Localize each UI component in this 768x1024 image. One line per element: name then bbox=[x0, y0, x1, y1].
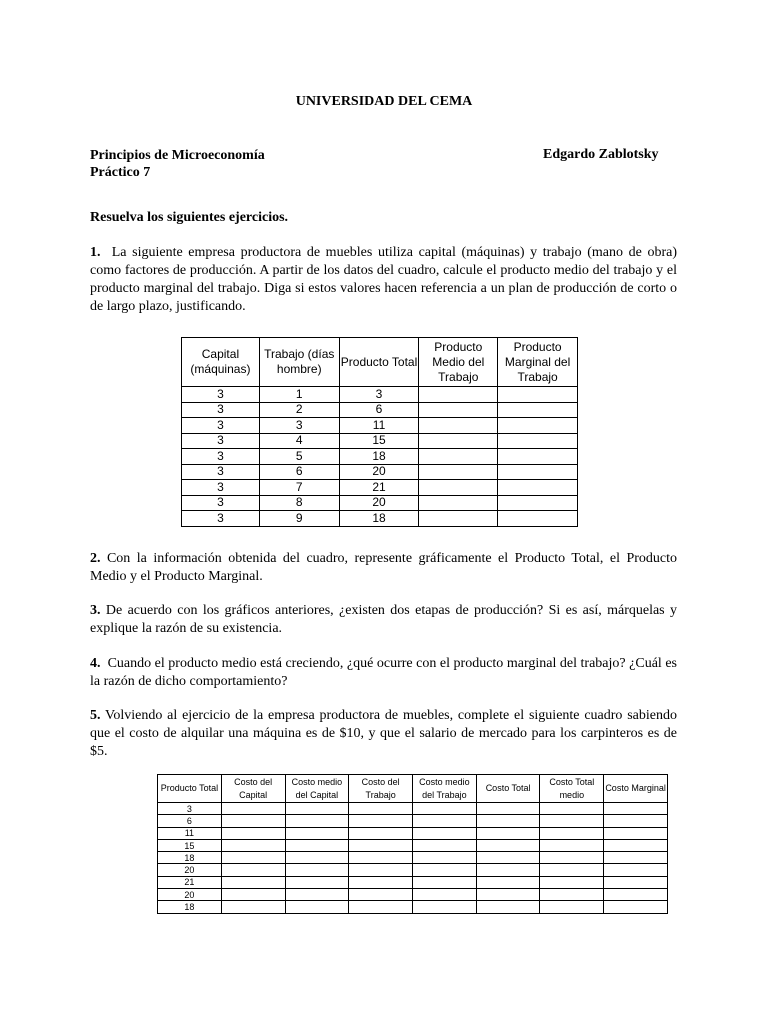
production-table-row bbox=[182, 480, 578, 496]
production-table-cell bbox=[498, 480, 578, 496]
exercise-3 bbox=[90, 602, 681, 638]
exercise-text: De acuerdo con los gráficos anteriores, ¿existen dos etapas de producción? Si es así, márquelas y explique la razón de su existencia. bbox=[90, 603, 681, 636]
cost-table-cell bbox=[476, 876, 540, 888]
cost-table-header-cell: Costo Total bbox=[476, 775, 540, 803]
cost-table-cell bbox=[476, 864, 540, 876]
cost-table-cell bbox=[413, 827, 477, 839]
production-table-cell: 15 bbox=[339, 433, 419, 449]
exercise-number: 2. bbox=[90, 551, 101, 566]
cost-table-cell bbox=[221, 852, 285, 864]
production-table-cell: 3 bbox=[182, 449, 260, 465]
cost-table-cell: 21 bbox=[158, 876, 222, 888]
cost-table-cell bbox=[540, 815, 604, 827]
production-table bbox=[181, 337, 578, 527]
production-table-cell bbox=[419, 464, 498, 480]
production-table-cell bbox=[498, 402, 578, 418]
production-table-cell: 3 bbox=[182, 511, 260, 527]
exercise-1 bbox=[90, 244, 681, 316]
cost-table-row bbox=[158, 827, 668, 839]
production-table-cell: 9 bbox=[259, 511, 339, 527]
exercise-2 bbox=[90, 550, 681, 586]
production-table-cell: 3 bbox=[182, 433, 260, 449]
cost-table-row bbox=[158, 839, 668, 851]
cost-table-row bbox=[158, 815, 668, 827]
cost-table-cell bbox=[221, 901, 285, 913]
cost-table-header-cell: Costo medio del Trabajo bbox=[413, 775, 477, 803]
production-table-cell bbox=[419, 495, 498, 511]
cost-table-cell bbox=[285, 864, 349, 876]
production-table-header-cell: Trabajo (días hombre) bbox=[259, 338, 339, 387]
cost-table-cell bbox=[221, 803, 285, 815]
production-table-cell: 3 bbox=[182, 464, 260, 480]
university-title: UNIVERSIDAD DEL CEMA bbox=[295, 94, 473, 109]
cost-table-cell bbox=[413, 839, 477, 851]
production-table-row bbox=[182, 464, 578, 480]
cost-table-cell bbox=[285, 852, 349, 864]
production-table-header-cell: Producto Total bbox=[339, 338, 419, 387]
cost-table-cell bbox=[285, 839, 349, 851]
production-table-cell bbox=[419, 480, 498, 496]
production-table-cell bbox=[419, 402, 498, 418]
exercise-text: Cuando el producto medio está creciendo, ¿qué ocurre con el producto marginal del trabajo? ¿Cuál es la razón de dicho comportamiento? bbox=[90, 656, 681, 689]
production-table-cell bbox=[419, 418, 498, 434]
cost-table-cell bbox=[604, 839, 668, 851]
production-table-row bbox=[182, 433, 578, 449]
cost-table-row bbox=[158, 864, 668, 876]
cost-table-cell bbox=[221, 827, 285, 839]
production-table-cell: 3 bbox=[339, 387, 419, 403]
course-header bbox=[90, 147, 265, 181]
cost-table-cell: 20 bbox=[158, 864, 222, 876]
production-table-cell bbox=[498, 433, 578, 449]
production-table-cell: 3 bbox=[182, 495, 260, 511]
cost-table-row bbox=[158, 889, 668, 901]
cost-table-cell: 18 bbox=[158, 852, 222, 864]
production-table-cell bbox=[419, 433, 498, 449]
production-table-cell: 2 bbox=[259, 402, 339, 418]
cost-table-header-cell: Costo Marginal bbox=[604, 775, 668, 803]
production-table-cell: 5 bbox=[259, 449, 339, 465]
cost-table-cell: 20 bbox=[158, 889, 222, 901]
cost-table-cell bbox=[604, 803, 668, 815]
cost-table-row bbox=[158, 852, 668, 864]
cost-table-cell bbox=[413, 889, 477, 901]
cost-table-cell: 6 bbox=[158, 815, 222, 827]
cost-table-cell: 18 bbox=[158, 901, 222, 913]
cost-table-cell bbox=[221, 839, 285, 851]
cost-table-cell bbox=[413, 876, 477, 888]
cost-table-header-cell: Producto Total bbox=[158, 775, 222, 803]
production-table-header-cell: Producto Marginal del Trabajo bbox=[498, 338, 578, 387]
cost-table-cell bbox=[285, 876, 349, 888]
cost-table-cell bbox=[349, 864, 413, 876]
cost-table-cell bbox=[349, 827, 413, 839]
production-table-cell: 4 bbox=[259, 433, 339, 449]
exercise-text: Con la información obtenida del cuadro, represente gráficamente el Producto Total, el Producto Medio y el Producto Marginal. bbox=[90, 551, 681, 584]
cost-table-cell bbox=[221, 815, 285, 827]
cost-table-cell bbox=[604, 889, 668, 901]
cost-table-header-cell: Costo del Capital bbox=[221, 775, 285, 803]
cost-table-cell bbox=[413, 815, 477, 827]
production-table-row bbox=[182, 387, 578, 403]
production-table-cell: 20 bbox=[339, 464, 419, 480]
cost-table-cell bbox=[604, 815, 668, 827]
cost-table-cell bbox=[413, 852, 477, 864]
cost-table-header-cell: Costo del Trabajo bbox=[349, 775, 413, 803]
cost-table-cell bbox=[604, 852, 668, 864]
exercise-number: 5. bbox=[90, 708, 101, 723]
instructions: Resuelva los siguientes ejercicios. bbox=[90, 210, 289, 225]
cost-table-header-cell: Costo Total medio bbox=[540, 775, 604, 803]
exercise-text: La siguiente empresa productora de muebles utiliza capital (máquinas) y trabajo (mano de obra) como factores de producción. A partir de los datos del cuadro, calcule el producto medio del trabajo y el producto marginal del trabajo. Diga si estos valores hacen referencia a un plan de producción de corto o de largo plazo, justificando. bbox=[90, 245, 681, 314]
production-table-cell: 3 bbox=[182, 387, 260, 403]
production-table-row bbox=[182, 495, 578, 511]
cost-table-cell bbox=[540, 889, 604, 901]
cost-table-cell bbox=[604, 876, 668, 888]
production-table-cell: 3 bbox=[182, 418, 260, 434]
cost-table-cell: 3 bbox=[158, 803, 222, 815]
production-table-cell: 6 bbox=[259, 464, 339, 480]
cost-table-cell bbox=[349, 839, 413, 851]
exercise-number: 1. bbox=[90, 245, 101, 260]
cost-table-cell bbox=[476, 827, 540, 839]
cost-table-cell bbox=[604, 864, 668, 876]
cost-table bbox=[157, 774, 668, 914]
production-table-cell: 20 bbox=[339, 495, 419, 511]
practice-number: Práctico 7 bbox=[90, 165, 151, 180]
production-table-cell bbox=[498, 418, 578, 434]
cost-table-cell bbox=[540, 901, 604, 913]
production-table-cell bbox=[498, 464, 578, 480]
cost-table-cell: 11 bbox=[158, 827, 222, 839]
cost-table-cell bbox=[540, 803, 604, 815]
exercise-5 bbox=[90, 707, 681, 761]
cost-table-cell bbox=[285, 815, 349, 827]
cost-table-cell bbox=[476, 852, 540, 864]
production-table-header-cell: Producto Medio del Trabajo bbox=[419, 338, 498, 387]
production-table-cell: 18 bbox=[339, 449, 419, 465]
production-table-cell bbox=[498, 387, 578, 403]
production-table-cell: 3 bbox=[182, 480, 260, 496]
cost-table-cell bbox=[349, 852, 413, 864]
cost-table-cell bbox=[349, 901, 413, 913]
production-table-cell: 1 bbox=[259, 387, 339, 403]
production-table-cell bbox=[419, 449, 498, 465]
production-table-cell: 6 bbox=[339, 402, 419, 418]
cost-table-cell bbox=[349, 815, 413, 827]
cost-table-cell bbox=[476, 815, 540, 827]
cost-table-cell bbox=[540, 827, 604, 839]
cost-table-cell bbox=[349, 889, 413, 901]
production-table-header-cell: Capital (máquinas) bbox=[182, 338, 260, 387]
cost-table-cell bbox=[221, 876, 285, 888]
production-table-row bbox=[182, 511, 578, 527]
author-name: Edgardo Zablotsky bbox=[543, 147, 659, 162]
production-table-row bbox=[182, 418, 578, 434]
cost-table-cell bbox=[476, 839, 540, 851]
cost-table-cell bbox=[476, 901, 540, 913]
cost-table-cell bbox=[413, 901, 477, 913]
cost-table-cell bbox=[604, 901, 668, 913]
cost-table-cell bbox=[540, 852, 604, 864]
production-table-cell: 3 bbox=[259, 418, 339, 434]
cost-table-cell bbox=[285, 901, 349, 913]
exercise-4 bbox=[90, 655, 681, 691]
exercise-number: 3. bbox=[90, 603, 101, 618]
course-name: Principios de Microeconomía bbox=[90, 148, 265, 163]
production-table-cell: 21 bbox=[339, 480, 419, 496]
cost-table-cell bbox=[221, 889, 285, 901]
production-table-cell bbox=[419, 511, 498, 527]
production-table-cell bbox=[419, 387, 498, 403]
cost-table-cell bbox=[349, 876, 413, 888]
cost-table-cell bbox=[285, 889, 349, 901]
cost-table-cell bbox=[349, 803, 413, 815]
cost-table-cell bbox=[540, 876, 604, 888]
production-table-row bbox=[182, 449, 578, 465]
cost-table-cell bbox=[285, 827, 349, 839]
cost-table-cell bbox=[285, 803, 349, 815]
cost-table-cell bbox=[476, 803, 540, 815]
cost-table-cell bbox=[413, 803, 477, 815]
production-table-cell: 7 bbox=[259, 480, 339, 496]
cost-table-cell bbox=[221, 864, 285, 876]
cost-table-cell bbox=[540, 864, 604, 876]
production-table-cell bbox=[498, 495, 578, 511]
production-table-cell: 18 bbox=[339, 511, 419, 527]
cost-table-cell bbox=[540, 839, 604, 851]
production-table-cell bbox=[498, 511, 578, 527]
cost-table-cell bbox=[413, 864, 477, 876]
cost-table-row bbox=[158, 876, 668, 888]
cost-table-row bbox=[158, 901, 668, 913]
cost-table-cell: 15 bbox=[158, 839, 222, 851]
cost-table-header-cell: Costo medio del Capital bbox=[285, 775, 349, 803]
cost-table-cell bbox=[476, 889, 540, 901]
cost-table-row bbox=[158, 803, 668, 815]
production-table-cell bbox=[498, 449, 578, 465]
production-table-cell: 8 bbox=[259, 495, 339, 511]
production-table-row bbox=[182, 402, 578, 418]
cost-table-cell bbox=[604, 827, 668, 839]
production-table-cell: 3 bbox=[182, 402, 260, 418]
exercise-text: Volviendo al ejercicio de la empresa productora de muebles, complete el siguiente cuadro sabiendo que el costo de alquilar una máquina es de $10, y que el salario de mercado para los carpinteros es de $5. bbox=[90, 708, 681, 759]
production-table-cell: 11 bbox=[339, 418, 419, 434]
exercise-number: 4. bbox=[90, 656, 101, 671]
